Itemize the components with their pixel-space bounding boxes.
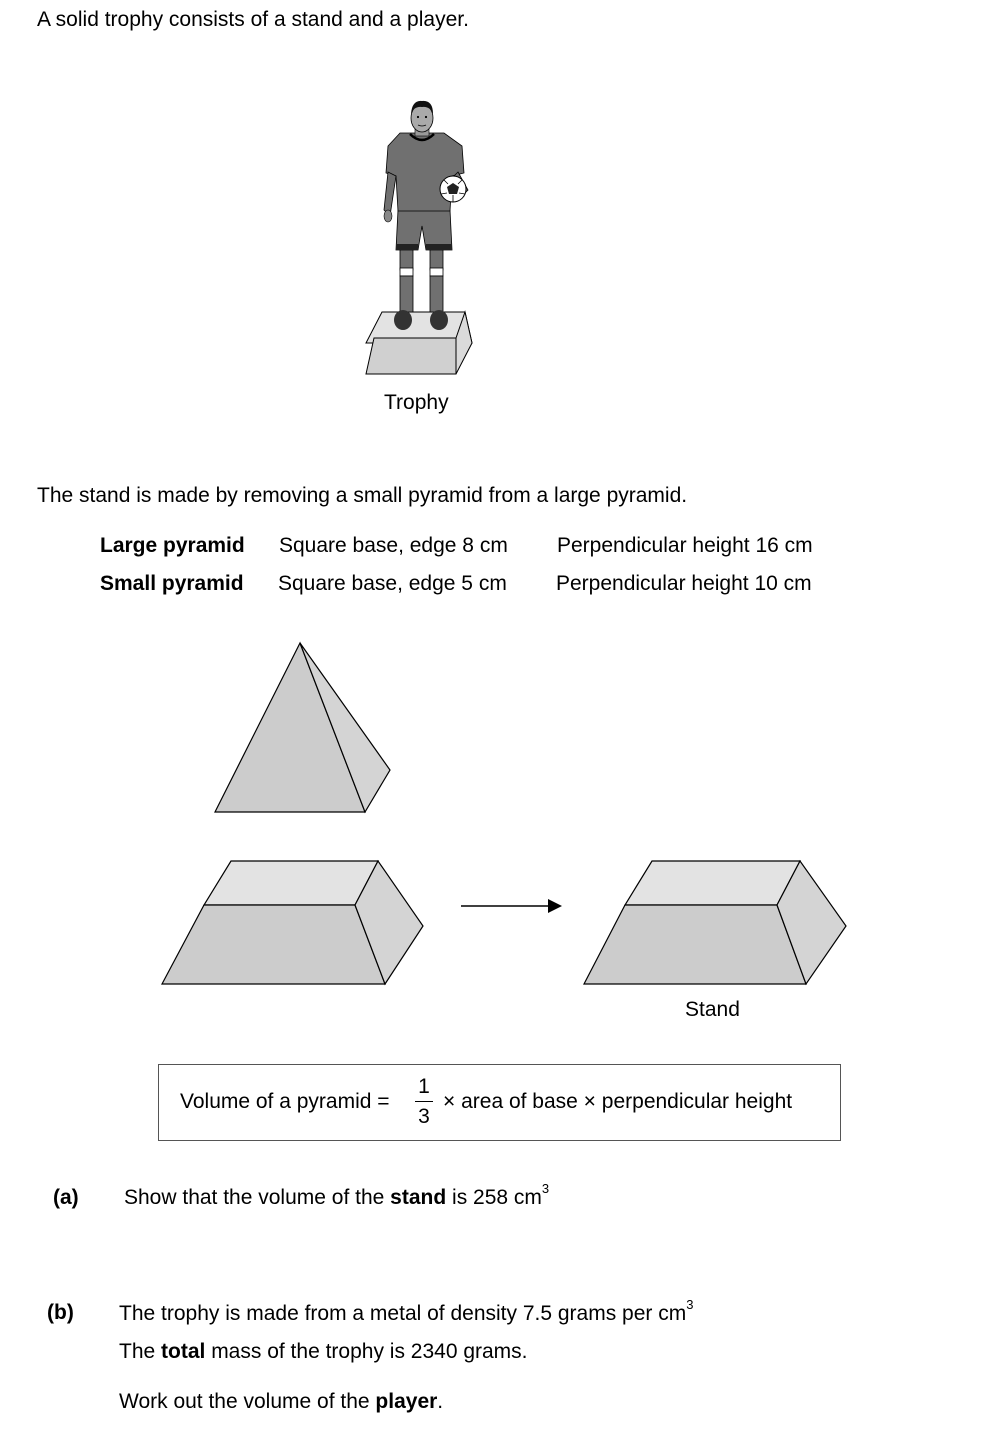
large-pyramid-label: Large pyramid: [100, 534, 245, 557]
fraction-numerator: 1: [418, 1075, 430, 1098]
stand-diagram: [584, 861, 846, 984]
fraction-denominator: 3: [418, 1105, 430, 1128]
part-b-line3: Work out the volume of the player.: [119, 1390, 444, 1413]
part-a-question: Show that the volume of the stand is 258 $cm^3$: [124, 1181, 550, 1209]
fraction-bar: [415, 1101, 433, 1102]
stand-caption: Stand: [685, 998, 740, 1021]
part-b-line2: The total mass of the trophy is 2340 grams.: [119, 1340, 528, 1363]
small-pyramid-height: Perpendicular height 10 cm: [556, 572, 812, 595]
formula-suffix: × area of base × perpendicular height: [443, 1090, 793, 1113]
frustum-left: [162, 861, 423, 984]
part-b-label: (b): [47, 1301, 74, 1324]
small-pyramid-base: Square base, edge 5 cm: [278, 572, 507, 595]
trophy-caption: Trophy: [384, 391, 449, 414]
formula-fraction: [415, 1075, 433, 1129]
arrow-icon: [461, 899, 562, 913]
formula-prefix: Volume of a pyramid =: [180, 1090, 390, 1113]
stand-description: The stand is made by removing a small pyramid from a large pyramid.: [37, 484, 688, 507]
intro-text: A solid trophy consists of a stand and a player.: [37, 8, 469, 31]
small-pyramid-label: Small pyramid: [100, 572, 244, 595]
part-b-line1: The trophy is made from a metal of density 7.5 grams per $cm^3$: [119, 1297, 694, 1325]
large-pyramid-base: Square base, edge 8 cm: [279, 534, 508, 557]
part-a-label: (a): [53, 1186, 79, 1209]
large-pyramid-height: Perpendicular height 16 cm: [557, 534, 813, 557]
